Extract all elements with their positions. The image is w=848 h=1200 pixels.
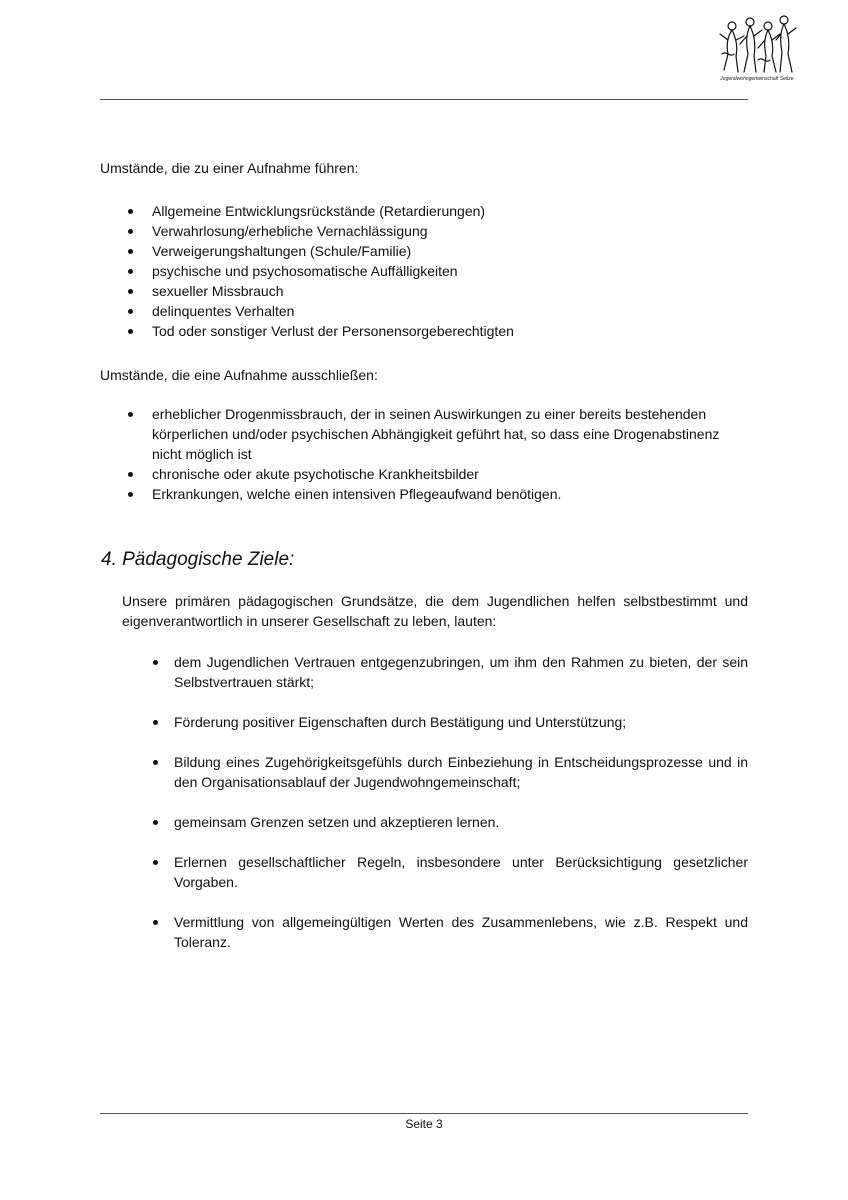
list-item	[174, 812, 748, 832]
list-item	[152, 261, 752, 281]
list-item-text: erheblicher Drogenmissbrauch, der in seinen Auswirkungen zu einer bereits bestehenden körperlichen und/oder psychischen Abhängigkeit geführt hat, so dass eine Drogenabstinenz nicht möglich ist	[152, 406, 720, 462]
list-item-text: delinquentes Verhalten	[152, 303, 295, 319]
list-item	[152, 221, 752, 241]
list-item-text: Erkrankungen, welche einen intensiven Pflegeaufwand benötigen.	[152, 486, 562, 502]
footer-divider	[100, 1113, 748, 1114]
list-item	[152, 301, 752, 321]
figures-logo-icon	[714, 14, 800, 76]
list-item	[152, 281, 752, 301]
list-item	[152, 201, 752, 221]
list-item	[174, 752, 748, 792]
list-item-text: Erlernen gesellschaftlicher Regeln, insbesondere unter Berücksichtigung gesetzlicher Vorgaben.	[174, 854, 748, 890]
list-item	[174, 652, 748, 692]
list-item	[152, 241, 752, 261]
list-item	[174, 912, 748, 952]
exclusion-criteria-title: Umstände, die eine Aufnahme ausschließen:	[100, 367, 378, 383]
bullet-icon	[153, 660, 158, 665]
list-item-text: Verweigerungshaltungen (Schule/Familie)	[152, 243, 412, 259]
bullet-icon	[128, 209, 133, 214]
admission-criteria-title: Umstände, die zu einer Aufnahme führen:	[100, 160, 359, 176]
list-item-text: gemeinsam Grenzen setzen und akzeptieren lernen.	[174, 814, 500, 830]
page-number: Seite 3	[405, 1117, 443, 1131]
bullet-icon	[128, 249, 133, 254]
organization-logo	[714, 14, 800, 84]
list-item-text: Bildung eines Zugehörigkeitsgefühls durch Einbeziehung in Entscheidungsprozesse und in den Organisationsablauf der Jugendwohngemeinschaft;	[174, 754, 748, 790]
list-item-text: sexueller Missbrauch	[152, 283, 284, 299]
bullet-icon	[128, 329, 133, 334]
bullet-icon	[153, 760, 158, 765]
list-item-text: Verwahrlosung/erhebliche Vernachlässigung	[152, 223, 428, 239]
goals-intro-paragraph: Unsere primären pädagogischen Grundsätze, die dem Jugendlichen helfen selbstbestimmt und eigenverantwortlich in unserer Gesellschaft zu leben, lauten:	[122, 593, 748, 629]
bullet-icon	[153, 860, 158, 865]
bullet-icon	[128, 472, 133, 477]
list-item-text: Förderung positiver Eigenschaften durch Bestätigung und Unterstützung;	[174, 714, 627, 730]
bullet-icon	[153, 720, 158, 725]
list-item	[152, 464, 752, 484]
list-item	[152, 404, 752, 464]
list-item-text: Tod oder sonstiger Verlust der Personensorgeberechtigten	[152, 323, 514, 339]
list-item-text: chronische oder akute psychotische Krankheitsbilder	[152, 466, 479, 482]
bullet-icon	[128, 492, 133, 497]
list-item	[152, 484, 752, 504]
bullet-icon	[153, 920, 158, 925]
bullet-icon	[128, 309, 133, 314]
list-item	[152, 321, 752, 341]
bullet-icon	[128, 412, 133, 417]
logo-caption: Jugendwohngemeinschaft Seitze	[720, 76, 794, 82]
list-item-text: Allgemeine Entwicklungsrückstände (Retardierungen)	[152, 203, 486, 219]
bullet-icon	[128, 269, 133, 274]
list-item	[174, 852, 748, 892]
exclusion-criteria-list	[152, 404, 752, 504]
pedagogical-goals-list	[174, 652, 748, 972]
list-item	[174, 712, 748, 732]
bullet-icon	[128, 229, 133, 234]
bullet-icon	[128, 289, 133, 294]
list-item-text: dem Jugendlichen Vertrauen entgegenzubringen, um ihm den Rahmen zu bieten, der sein Selbstvertrauen stärkt;	[174, 654, 748, 690]
list-item-text: Vermittlung von allgemeingültigen Werten des Zusammenlebens, wie z.B. Respekt und Toleranz.	[174, 914, 748, 950]
list-item-text: psychische und psychosomatische Auffälligkeiten	[152, 263, 458, 279]
admission-criteria-list	[152, 201, 752, 341]
bullet-icon	[153, 820, 158, 825]
section-heading-pedagogical-goals: 4. Pädagogische Ziele:	[101, 549, 295, 570]
header-divider	[100, 99, 748, 100]
